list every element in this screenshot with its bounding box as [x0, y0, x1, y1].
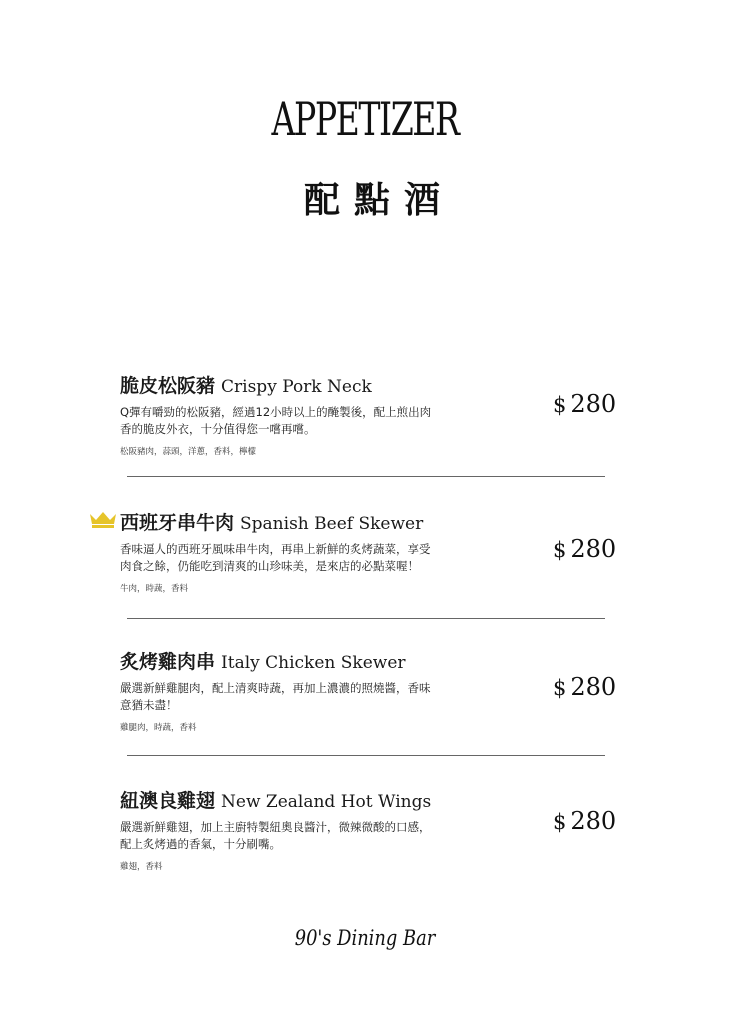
description-line: 配上炙烤過的香氣，十分刷嘴。 — [120, 837, 281, 851]
description-line: 意猶未盡！ — [120, 698, 178, 712]
menu-item — [120, 647, 610, 733]
item-price — [553, 535, 616, 563]
item-ingredients: 雞翅，香料 — [120, 862, 163, 872]
menu-item — [120, 371, 610, 457]
item-name-zh: 炙烤雞肉串 — [120, 651, 216, 673]
item-ingredients: 松阪豬肉，蒜頭，洋蔥，香料，檸檬 — [120, 447, 257, 457]
item-price — [553, 807, 616, 835]
divider — [127, 618, 605, 619]
item-price — [553, 673, 616, 701]
page-subtitle: 配點酒 — [303, 179, 454, 221]
item-heading — [120, 647, 610, 674]
item-name-en: Crispy Pork Neck — [221, 377, 372, 397]
menu-item — [120, 508, 610, 594]
description-line: 香味逼人的西班牙風味串牛肉，再串上新鮮的炙烤蔬菜，享受 — [120, 542, 431, 556]
brand-logo: 90's Dining Bar — [294, 926, 436, 950]
item-name-en: Italy Chicken Skewer — [221, 653, 406, 673]
item-heading — [120, 371, 610, 398]
item-ingredients: 雞腿肉，時蔬，香料 — [120, 723, 197, 733]
description-line: 嚴選新鮮雞腿肉，配上清爽時蔬，再加上濃濃的照燒醬，香味 — [120, 681, 431, 695]
currency-symbol: $ — [553, 538, 567, 562]
item-heading — [120, 508, 610, 535]
item-heading — [120, 786, 610, 813]
price-value: 280 — [570, 673, 617, 701]
page-title: APPETIZER — [271, 92, 459, 146]
description-line: 香的脆皮外衣，十分值得您一嚐再嚐。 — [120, 422, 316, 436]
price-value: 280 — [570, 807, 617, 835]
price-value: 280 — [570, 390, 617, 418]
item-description — [120, 680, 470, 714]
item-name-zh: 紐澳良雞翅 — [120, 790, 216, 812]
description-line: 肉食之餘，仍能吃到清爽的山珍味美，是來店的必點菜喔！ — [120, 559, 419, 573]
item-name-zh: 脆皮松阪豬 — [120, 375, 216, 397]
price-value: 280 — [570, 535, 617, 563]
item-ingredients: 牛肉，時蔬，香料 — [120, 584, 189, 594]
currency-symbol: $ — [553, 810, 567, 834]
item-name-zh: 西班牙串牛肉 — [120, 512, 235, 534]
item-description — [120, 404, 470, 438]
crown-icon — [88, 510, 118, 528]
divider — [127, 476, 605, 477]
item-price — [553, 390, 616, 418]
item-name-en: New Zealand Hot Wings — [221, 792, 432, 812]
item-description — [120, 541, 470, 575]
description-line: Q彈有嚼勁的松阪豬，經過12小時以上的醃製後，配上煎出肉 — [120, 405, 432, 419]
item-description — [120, 819, 470, 853]
currency-symbol: $ — [553, 393, 567, 417]
description-line: 嚴選新鮮雞翅，加上主廚特製紐奧良醬汁，微辣微酸的口感， — [120, 820, 431, 834]
menu-item — [120, 786, 610, 872]
divider — [127, 755, 605, 756]
currency-symbol: $ — [553, 676, 567, 700]
item-name-en: Spanish Beef Skewer — [240, 514, 424, 534]
